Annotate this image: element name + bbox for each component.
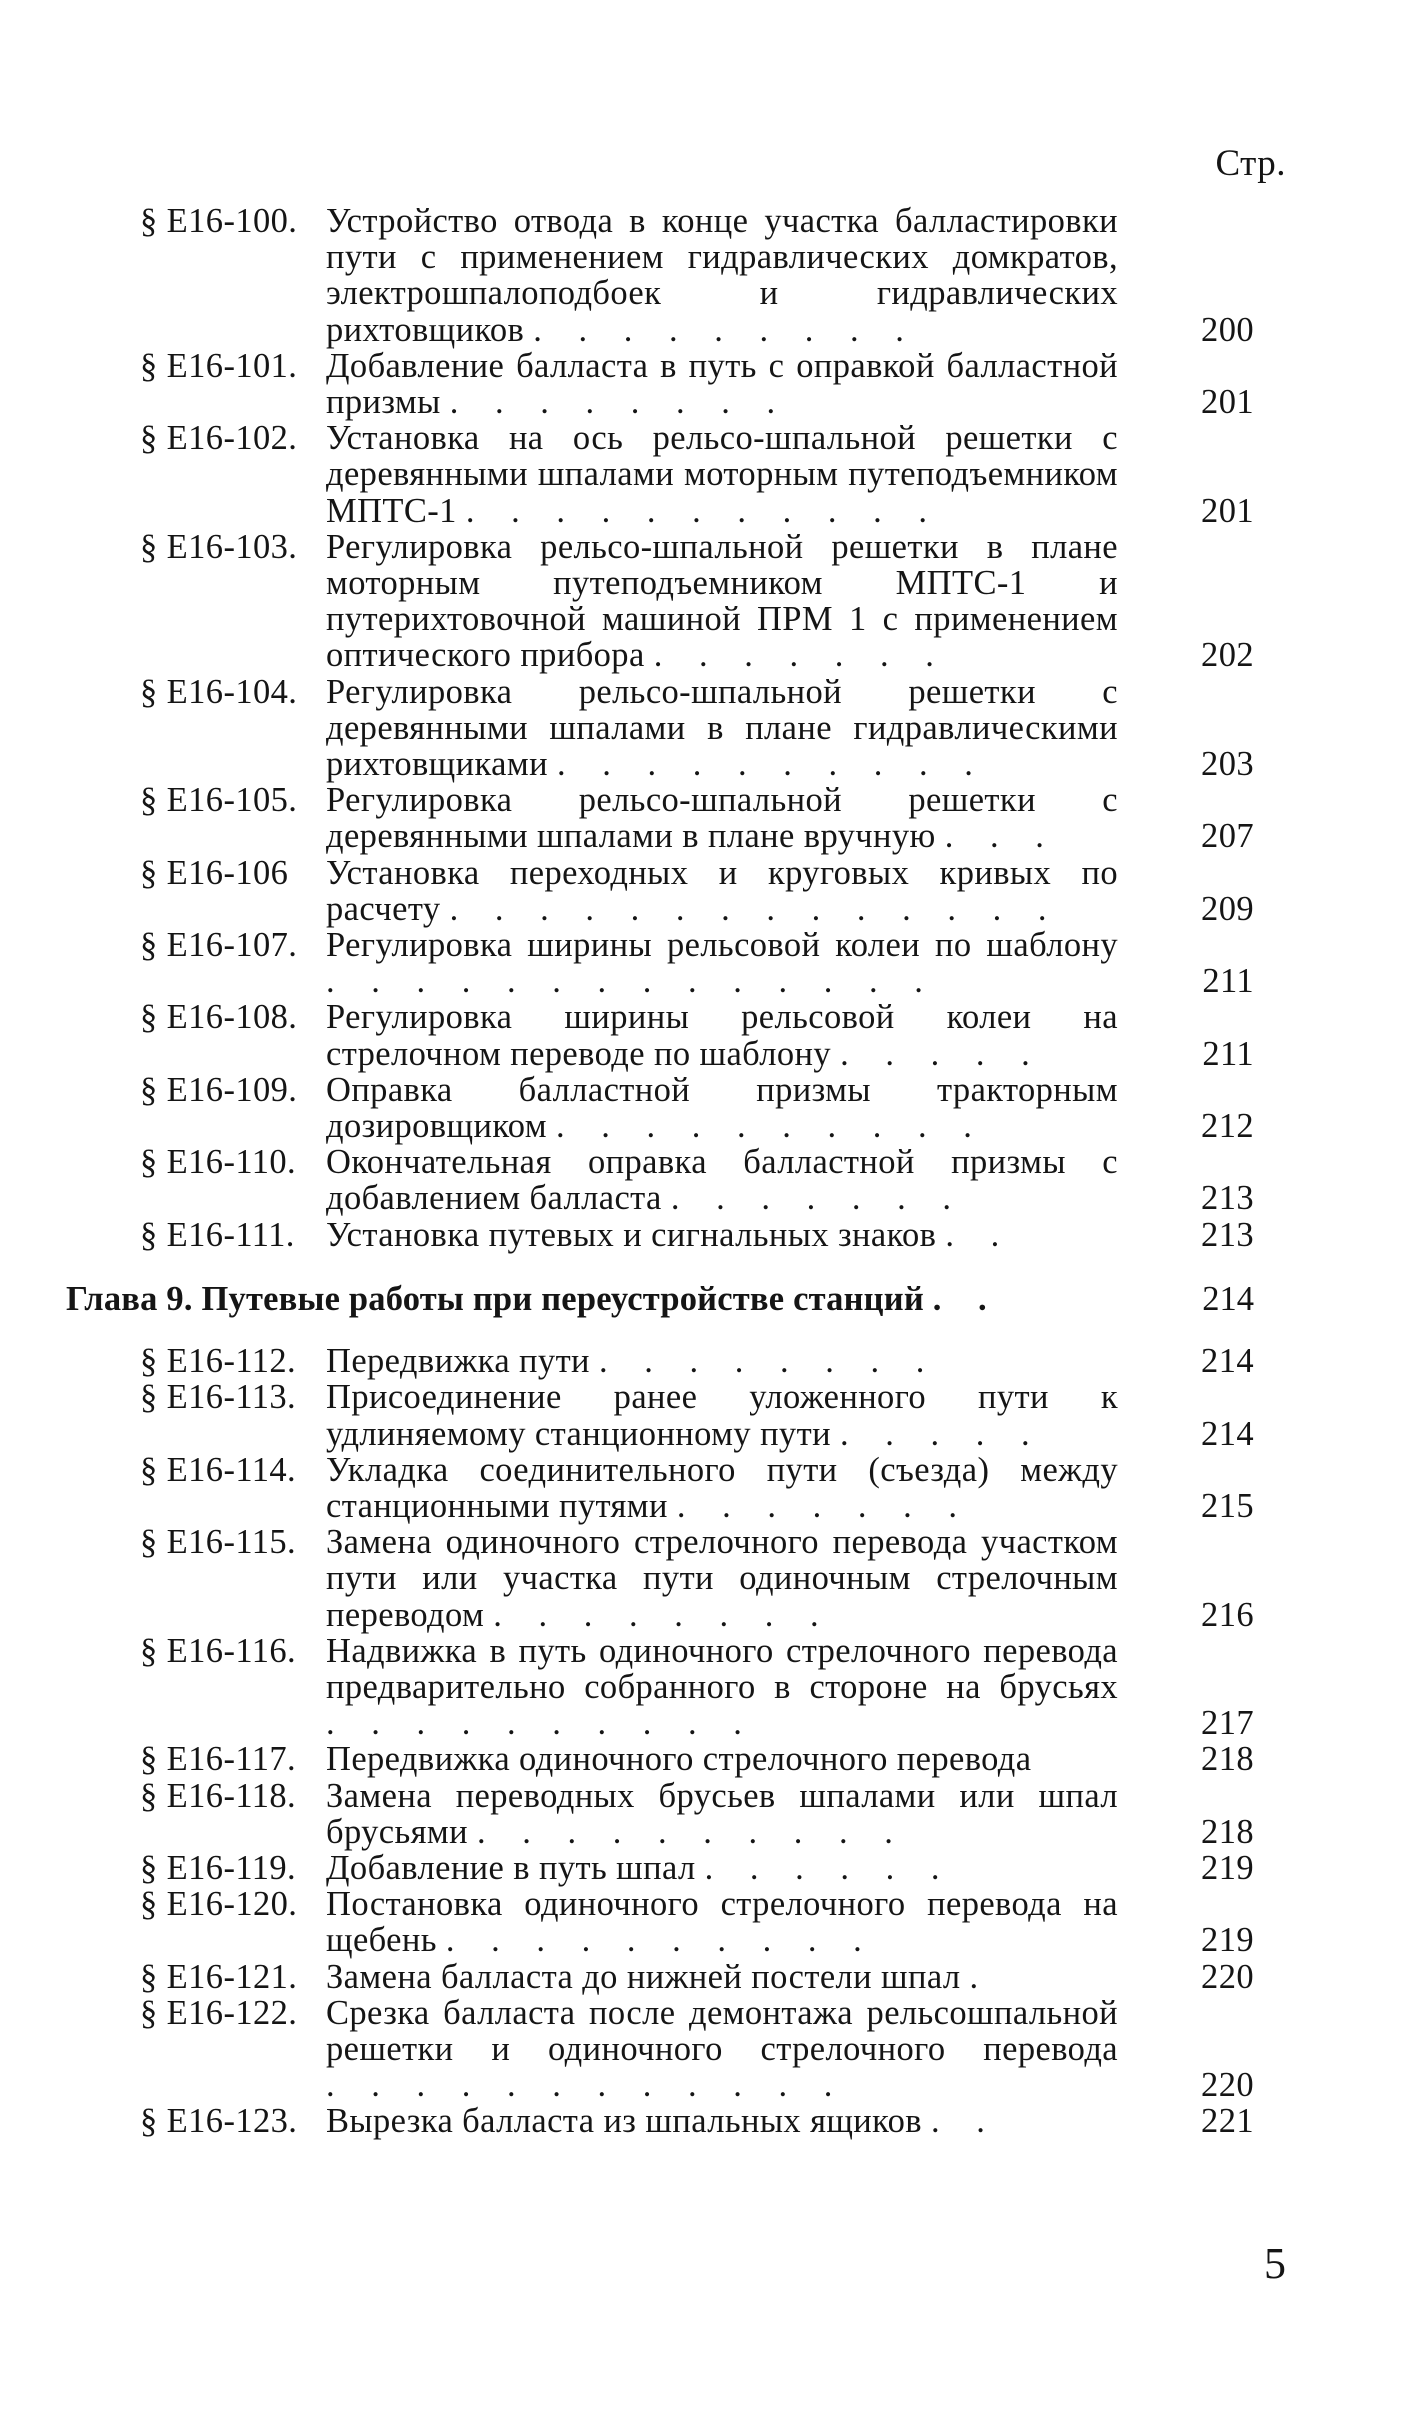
toc-entry [138, 420, 1254, 529]
page-ref: 211 [1202, 962, 1254, 1001]
section-number: § Е16-117. [140, 1740, 297, 1779]
section-title: Замена одиночного стрелочного перевода участком пути или участка пути одиночным стрелочным переводом [326, 1523, 1118, 1634]
dot-leader: . . . . . . . . . . . . [326, 2066, 847, 2105]
section-number: § Е16-100. [140, 202, 298, 240]
section-title: Добавление в путь шпал [326, 1848, 696, 1887]
dot-leader: . . . . . . [704, 1848, 954, 1887]
toc-entry [138, 348, 1254, 420]
page-ref: 207 [1201, 817, 1254, 856]
toc-entry [138, 1741, 1254, 1777]
toc-entry [138, 2103, 1254, 2139]
page-column-header: Стр. [1215, 143, 1286, 184]
dot-leader: . . [930, 2102, 999, 2141]
section-number: § Е16-104. [140, 672, 298, 711]
toc-entry [138, 1995, 1254, 2104]
section-number: § Е16-102. [140, 419, 298, 458]
dot-leader: . . . . . [840, 1034, 1044, 1073]
page-ref: 212 [1201, 1107, 1254, 1146]
section-number: § Е16-113. [140, 1378, 297, 1417]
toc-entry [138, 1144, 1254, 1216]
section-number: § Е16-101. [140, 346, 298, 385]
section-number: § Е16-119. [140, 1848, 297, 1887]
page-ref: 213 [1201, 1179, 1254, 1218]
section-number: § Е16-123. [140, 2102, 298, 2141]
section-number: § Е16-116. [140, 1631, 297, 1670]
dot-leader: . . . . . [839, 1414, 1044, 1453]
toc-entry [138, 782, 1254, 854]
toc-entry [138, 1959, 1254, 1995]
page-ref: 218 [1201, 1812, 1254, 1851]
dot-leader: . . . . . . . . . . . . . . [449, 889, 1061, 928]
section-title: Срезка балласта после демонтажа рельсошпальной решетки и одиночного стрелочного перевода [326, 1993, 1118, 2068]
dot-leader: . . . [944, 817, 1058, 856]
page-ref: 221 [1201, 2102, 1254, 2141]
section-number: § Е16-121. [140, 1957, 298, 1996]
page-ref: 215 [1201, 1486, 1254, 1525]
section-number: § Е16-105. [140, 781, 298, 820]
section-title: Замена балласта до нижней постели шпал [326, 1957, 961, 1996]
section-number: § Е16-110. [140, 1143, 297, 1182]
dot-leader: . . . . . . . . . . . [465, 491, 941, 530]
section-number: § Е16-106 [140, 853, 289, 892]
section-title: Установка путевых и сигнальных знаков [326, 1215, 937, 1254]
dot-leader: . . [945, 1215, 1014, 1254]
toc-entry [138, 1452, 1254, 1524]
page-ref: 218 [1201, 1740, 1254, 1779]
page-ref: 214 [1201, 1342, 1254, 1381]
page-ref: 214 [1201, 1414, 1254, 1453]
section-title: Регулировка рельсо-шпальной решетки в плане моторным путеподъемником МПТС-1 и путерихтовочной машиной ПРМ 1 с применением оптического прибора [326, 527, 1118, 675]
toc-entry [138, 674, 1254, 783]
dot-leader: . . . . . . . . . . [556, 745, 987, 784]
section-title: Регулировка рельсо-шпальной решетки с деревянными шпалами в плане вручную [326, 781, 1118, 856]
dot-leader: . . . . . . . . [598, 1342, 939, 1381]
section-number: § Е16-120. [140, 1885, 298, 1924]
dot-leader: . . . . . . . . [449, 383, 790, 422]
section-title: Укладка соединительного пути (съезда) между станционными путями [326, 1450, 1118, 1525]
toc-entry [138, 1524, 1254, 1633]
section-title: Добавление балласта в путь с оправкой балластной призмы [326, 346, 1118, 422]
chapter-page-ref: 214 [1202, 1279, 1254, 1318]
toc-entry [138, 203, 1254, 348]
dot-leader: . . . . . . . . [493, 1595, 833, 1634]
section-title: Постановка одиночного стрелочного перевода на щебень [326, 1885, 1118, 1960]
section-number: § Е16-115. [140, 1523, 297, 1562]
toc-entry [138, 1850, 1254, 1886]
section-title: Регулировка ширины рельсовой колеи по шаблону [326, 926, 1118, 965]
page-ref: 217 [1201, 1704, 1254, 1743]
section-title: Вырезка балласта из шпальных ящиков [326, 2102, 922, 2141]
page-ref: 203 [1201, 745, 1254, 784]
chapter-title: Глава 9. Путевые работы при переустройстве станций [66, 1279, 924, 1318]
dot-leader: . . . . . . . . . . [477, 1812, 907, 1851]
section-number: § Е16-112. [140, 1342, 297, 1381]
page-ref: 219 [1201, 1848, 1254, 1887]
section-title: Передвижка пути [326, 1342, 590, 1381]
page-ref: 211 [1202, 1034, 1254, 1073]
table-of-contents [66, 202, 1254, 2141]
section-title: Установка на ось рельсо-шпальной решетки с деревянными шпалами моторным путеподъемником МПТС-1 [326, 419, 1118, 530]
page-ref: 202 [1201, 636, 1254, 675]
section-title: Замена переводных брусьев шпалами или шпал брусьями [326, 1776, 1118, 1851]
section-number: § Е16-103. [140, 527, 298, 566]
toc-entry [138, 1778, 1254, 1850]
page-ref: 201 [1201, 383, 1254, 422]
section-title: Регулировка рельсо-шпальной решетки с деревянными шпалами в плане гидравлическими рихтовщиками [326, 672, 1118, 784]
section-title: Установка переходных и круговых кривых по расчету [326, 853, 1118, 928]
toc-entry [138, 1217, 1254, 1253]
dot-leader: . . . . . . . . . . [326, 1704, 756, 1743]
section-number: § Е16-109. [140, 1070, 298, 1109]
toc-entry [138, 855, 1254, 927]
dot-leader: . . . . . . . [676, 1486, 972, 1525]
toc-entry [138, 1379, 1254, 1451]
toc-entry [138, 927, 1254, 999]
toc-entry [138, 1072, 1254, 1144]
dot-leader: . [969, 1957, 993, 1996]
section-number: § Е16-107. [140, 926, 298, 965]
dot-leader: . . . . . . . . . [533, 310, 918, 349]
page-ref: 216 [1201, 1595, 1254, 1634]
toc-entry [138, 1633, 1254, 1742]
dot-leader: . . . . . . . . . . [445, 1921, 876, 1960]
section-number: § Е16-108. [140, 998, 298, 1037]
section-title: Присоединение ранее уложенного пути к удлиняемому станционному пути [326, 1378, 1118, 1453]
toc-entry [138, 999, 1254, 1071]
dot-leader: . . . . . . . . . . [555, 1107, 986, 1146]
section-title: Регулировка ширины рельсовой колеи на стрелочном переводе по шаблону [326, 998, 1118, 1073]
dot-leader: . . . . . . . . . . . . . . [326, 962, 937, 1001]
page-ref: 213 [1201, 1215, 1254, 1254]
page-ref: 219 [1201, 1921, 1254, 1960]
dot-leader: . . [932, 1279, 1001, 1318]
dot-leader: . . . . . . . [670, 1179, 965, 1218]
section-number: § Е16-122. [140, 1993, 298, 2032]
chapter-heading [66, 1281, 1254, 1317]
page-ref: 209 [1201, 889, 1254, 928]
page-ref: 200 [1201, 310, 1254, 349]
section-title: Устройство отвода в конце участка балластировки пути с применением гидравлических домкратов, электрошпалоподбоек и гидравлических рихтовщиков [326, 202, 1118, 349]
page-ref: 220 [1201, 2066, 1254, 2105]
dot-leader: . . . . . . . [653, 636, 948, 675]
toc-entry [138, 1886, 1254, 1958]
section-title: Передвижка одиночного стрелочного перевода [326, 1740, 1032, 1779]
section-title: Надвижка в путь одиночного стрелочного перевода предварительно собранного в стороне на брусьях [326, 1631, 1118, 1706]
section-number: § Е16-118. [140, 1776, 297, 1815]
section-number: § Е16-111. [140, 1215, 295, 1254]
toc-entry [138, 529, 1254, 674]
section-title: Окончательная оправка балластной призмы с добавлением балласта [326, 1143, 1118, 1218]
section-title: Оправка балластной призмы тракторным дозировщиком [326, 1070, 1118, 1146]
page-number: 5 [1264, 2239, 1286, 2288]
section-number: § Е16-114. [140, 1450, 297, 1489]
toc-entry [138, 1343, 1254, 1379]
page-ref: 220 [1201, 1957, 1254, 1996]
page-ref: 201 [1201, 491, 1254, 530]
